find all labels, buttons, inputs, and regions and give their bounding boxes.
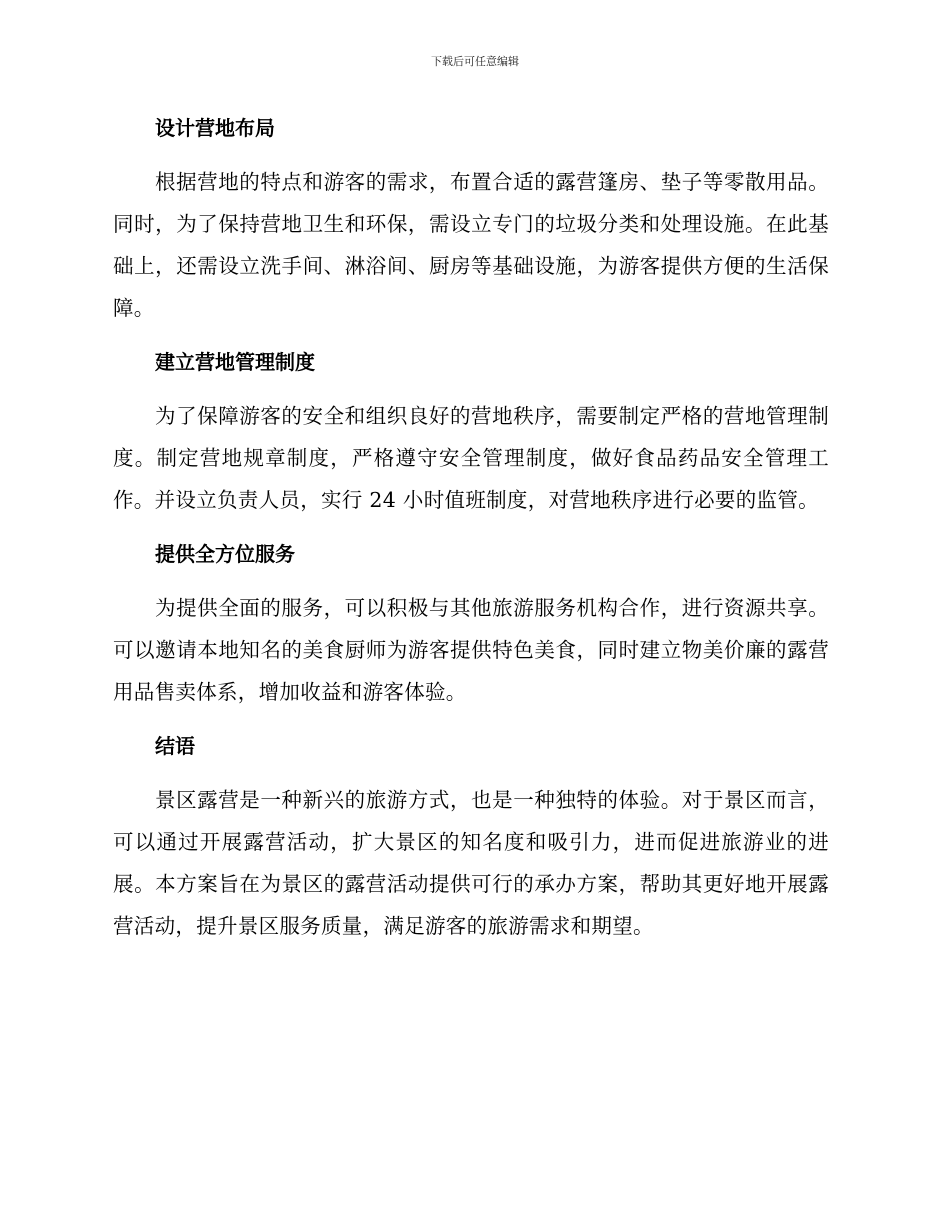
section-management-system (113, 341, 829, 521)
section-paragraph: 景区露营是一种新兴的旅游方式，也是一种独特的体验。对于景区而言，可以通过开展露营活动，扩大景区的知名度和吸引力，进而促进旅游业的进展。本方案旨在为景区的露营活动提供可行的承办方案，帮助其更好地开展露营活动，提升景区服务质量，满足游客的旅游需求和期望。 (113, 788, 829, 938)
section-paragraph: 根据营地的特点和游客的需求，布置合适的露营篷房、垫子等零散用品。同时，为了保持营地卫生和环保，需设立专门的垃圾分类和处理设施。在此基础上，还需设立洗手间、淋浴间、厨房等基础设施，为游客提供方便的生活保障。 (113, 170, 829, 320)
section-conclusion (113, 725, 829, 947)
section-camp-layout (113, 107, 829, 329)
section-heading: 提供全方位服务 (155, 542, 295, 566)
document-body (113, 107, 829, 959)
section-heading: 结语 (155, 734, 195, 758)
section-paragraph: 为提供全面的服务，可以积极与其他旅游服务机构合作，进行资源共享。可以邀请本地知名的美食厨师为游客提供特色美食，同时建立物美价廉的露营用品售卖体系，增加收益和游客体验。 (113, 596, 829, 704)
section-heading: 建立营地管理制度 (155, 350, 315, 374)
page-header: 下载后可任意编辑 (431, 55, 519, 68)
section-paragraph: 为了保障游客的安全和组织良好的营地秩序，需要制定严格的营地管理制度。制定营地规章制度，严格遵守安全管理制度，做好食品药品安全管理工作。并设立负责人员，实行 24 小时值班制度，对营地秩序进行必要的监管。 (113, 404, 829, 512)
section-heading: 设计营地布局 (155, 116, 275, 140)
section-full-service (113, 533, 829, 713)
